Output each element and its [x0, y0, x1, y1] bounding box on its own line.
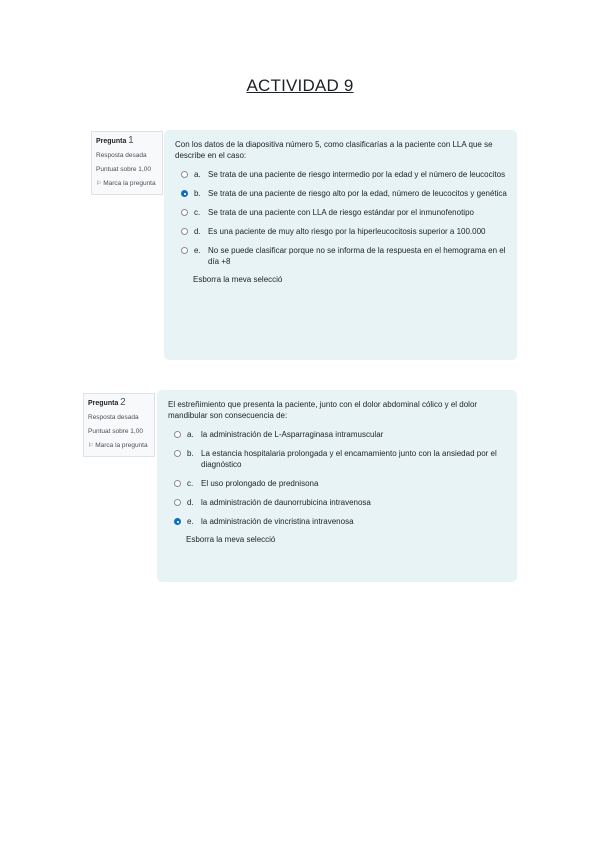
flag-label: Marca la pregunta	[103, 180, 156, 187]
radio-button-selected[interactable]	[181, 190, 188, 197]
option-text: Se trata de una paciente de riesgo alto por la edad, número de leucocitos y genética	[208, 189, 507, 198]
option-a[interactable]	[175, 169, 507, 180]
option-b[interactable]	[175, 188, 507, 199]
radio-button[interactable]	[174, 499, 181, 506]
option-text: Se trata de una paciente de riesgo intermedio por la edad y el número de leucocitos	[208, 170, 506, 179]
question-number: 1	[128, 135, 134, 146]
option-d[interactable]	[168, 497, 507, 508]
option-letter: a.	[187, 430, 194, 439]
option-c[interactable]	[168, 478, 507, 489]
question-score: Puntuat sobre 1,00	[88, 428, 143, 435]
question-number: 2	[120, 397, 126, 408]
option-text: La estancia hospitalaria prolongada y el encamamiento junto con la ansiedad por el diagnóstico	[201, 449, 497, 469]
question-status: Resposta desada	[96, 152, 147, 159]
option-text: Es una paciente de muy alto riesgo por la hiperleucocitosis superior a 100.000	[208, 227, 486, 236]
option-e[interactable]	[175, 245, 507, 267]
flag-icon: ⚐	[88, 443, 94, 449]
clear-selection-link[interactable]: Esborra la meva selecció	[193, 275, 283, 284]
page-title: ACTIVIDAD 9	[246, 76, 354, 95]
flag-question-link[interactable]	[88, 442, 150, 450]
option-b[interactable]	[168, 448, 507, 470]
question-text: El estreñimiento que presenta la paciente, junto con el dolor abdominal cólico y el dolor mandibular son consecuencia de:	[168, 400, 478, 420]
option-letter: e.	[187, 517, 194, 526]
radio-button[interactable]	[174, 480, 181, 487]
flag-label: Marca la pregunta	[95, 442, 148, 449]
question-card-2	[157, 390, 517, 582]
radio-button[interactable]	[174, 431, 181, 438]
option-text: la administración de L-Asparraginasa intramuscular	[201, 430, 384, 439]
option-d[interactable]	[175, 226, 507, 237]
radio-button-selected[interactable]	[174, 518, 181, 525]
option-letter: e.	[194, 246, 201, 255]
question-label: Pregunta	[88, 400, 119, 407]
radio-button[interactable]	[181, 228, 188, 235]
radio-button[interactable]	[181, 171, 188, 178]
question-info-1	[91, 131, 163, 195]
clear-selection-link[interactable]: Esborra la meva selecció	[186, 535, 276, 544]
question-info-2	[83, 393, 155, 457]
option-text: No se puede clasificar porque no se informa de la respuesta en el hemograma en el día +8	[208, 246, 506, 266]
option-text: Se trata de una paciente con LLA de riesgo estándar por el inmunofenotipo	[208, 208, 474, 217]
flag-question-link[interactable]	[96, 180, 158, 188]
radio-button[interactable]	[181, 209, 188, 216]
option-letter: c.	[187, 479, 194, 488]
option-letter: b.	[187, 449, 194, 458]
flag-icon: ⚐	[96, 181, 102, 187]
option-a[interactable]	[168, 429, 507, 440]
option-letter: d.	[187, 498, 194, 507]
radio-button[interactable]	[181, 247, 188, 254]
radio-button[interactable]	[174, 450, 181, 457]
question-card-1	[164, 130, 517, 360]
question-score: Puntuat sobre 1,00	[96, 166, 151, 173]
option-letter: c.	[194, 208, 201, 217]
option-c[interactable]	[175, 207, 507, 218]
option-text: la administración de vincristina intravenosa	[201, 517, 354, 526]
option-text: El uso prolongado de prednisona	[201, 479, 319, 488]
option-letter: d.	[194, 227, 201, 236]
option-e[interactable]	[168, 516, 507, 527]
question-label: Pregunta	[96, 138, 127, 145]
option-letter: b.	[194, 189, 201, 198]
question-text: Con los datos de la diapositiva número 5, como clasificarías a la paciente con LLA que se describe en el caso:	[175, 140, 493, 160]
option-text: la administración de daunorrubicina intravenosa	[201, 498, 371, 507]
question-status: Resposta desada	[88, 414, 139, 421]
option-letter: a.	[194, 170, 201, 179]
